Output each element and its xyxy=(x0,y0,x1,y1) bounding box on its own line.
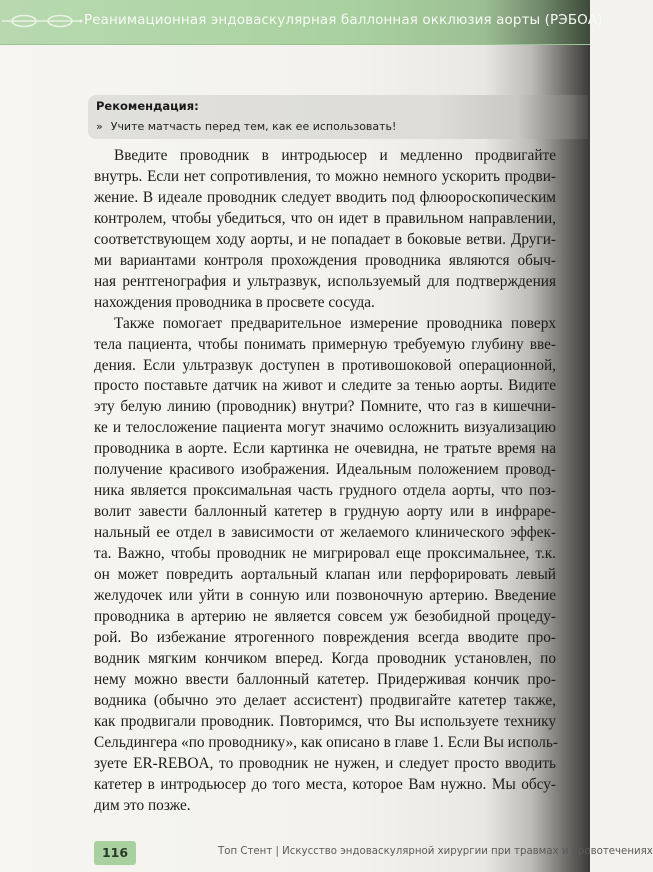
running-footer: Топ Стент | Искусство эндоваскулярной хирургии при травмах и кровотечениях xyxy=(218,846,653,857)
body-line: Сельдингера «по проводнику», как описано в главе 1. Если Вы исполь- xyxy=(94,733,558,751)
body-line: водник мягким кончиком вперед. Когда проводник установлен, по xyxy=(94,649,556,667)
body-line: водника (обычно это делает ассистент) продвигайте катетер также, xyxy=(94,691,556,709)
body-line: катетер в интродьюсер до того места, которое Вам нужно. Мы обсу- xyxy=(94,775,556,793)
body-line: нахождения проводника в просвете сосуда. xyxy=(94,293,375,311)
body-line: дения. Если ультразвук доступен в противошоковой операционной, xyxy=(94,356,556,374)
body-line: соответствующем ходу аорты, и не попадает в боковые ветви. Други- xyxy=(94,230,556,248)
body-line: нальный ее отдел в зависимости от желаемого клинического эффек- xyxy=(94,524,556,542)
body-line: проводника в артерию не является совсем уж безобидной процеду- xyxy=(94,607,556,625)
chapter-title: Реанимационная эндоваскулярная баллонная окклюзия аорты (РЭБОА) xyxy=(84,12,603,28)
body-line: как продвигали проводник. Повторимся, что Вы используете технику xyxy=(94,712,556,730)
body-line: ке и телосложение пациента могут значимо осложнить визуализацию xyxy=(94,419,556,437)
recommendation-title: Рекомендация: xyxy=(96,99,199,113)
balloon-catheter-icon xyxy=(2,12,82,30)
body-line: эту белую линию (проводник) внутри? Помните, что газ в кишечни- xyxy=(94,398,556,416)
body-line: Введите проводник в интродьюсер и медленно продвигайте xyxy=(114,147,556,164)
body-line: зуете ER-REBOA, то проводник не нужен, и следует просто вводить xyxy=(94,754,556,772)
body-line: контролем, чтобы убедиться, что он идет в правильном направлении, xyxy=(94,209,556,227)
body-line: желудочек или уйти в сонную или позвоночную артерию. Введение xyxy=(94,587,556,605)
body-line: внутрь. Если нет сопротивления, то можно немного ускорить продви- xyxy=(94,167,556,185)
body-line: жение. В идеале проводник следует вводить под флюороскопическим xyxy=(94,188,556,206)
body-text xyxy=(94,146,556,817)
body-line: ми вариантами контроля прохождения проводника являются обыч- xyxy=(94,251,556,269)
body-line: тела пациента, чтобы понимать примерную требуемую глубину вве- xyxy=(94,335,556,353)
chapter-header-band xyxy=(0,0,603,45)
body-line: рой. Во избежание ятрогенного повреждения всегда вводите про- xyxy=(94,628,556,646)
body-line: просто поставьте датчик на живот и следите за тенью аорты. Видите xyxy=(94,377,556,395)
page-number: 116 xyxy=(101,845,129,860)
body-line: ная рентгенография и ультразвук, используемый для подтверждения xyxy=(94,272,556,290)
body-line: Также помогает предварительное измерение проводника поверх xyxy=(114,314,556,332)
recommendation-text: Учите матчасть перед тем, как ее использовать! xyxy=(110,120,397,133)
body-line: он может повредить аортальный клапан или перфорировать левый xyxy=(94,566,556,584)
body-line: дим это позже. xyxy=(94,796,191,814)
body-line: волит завести баллонный катетер в грудную аорту или в инфраре- xyxy=(94,503,556,521)
body-line: та. Важно, чтобы проводник не мигрировал еще проксимальнее, т.к. xyxy=(94,545,556,563)
recommendation-item xyxy=(96,120,396,133)
body-line: проводника в аорте. Если картинка не очевидна, не тратьте время на xyxy=(94,440,556,458)
body-line: нему можно ввести баллонный катетер. Придерживая кончик про- xyxy=(94,670,556,688)
body-line: ника является проксимальная часть грудного отдела аорты, что поз- xyxy=(94,482,556,500)
body-line: получение красивого изображения. Идеальным положением провод- xyxy=(94,461,556,479)
bullet-marker: » xyxy=(96,120,103,133)
